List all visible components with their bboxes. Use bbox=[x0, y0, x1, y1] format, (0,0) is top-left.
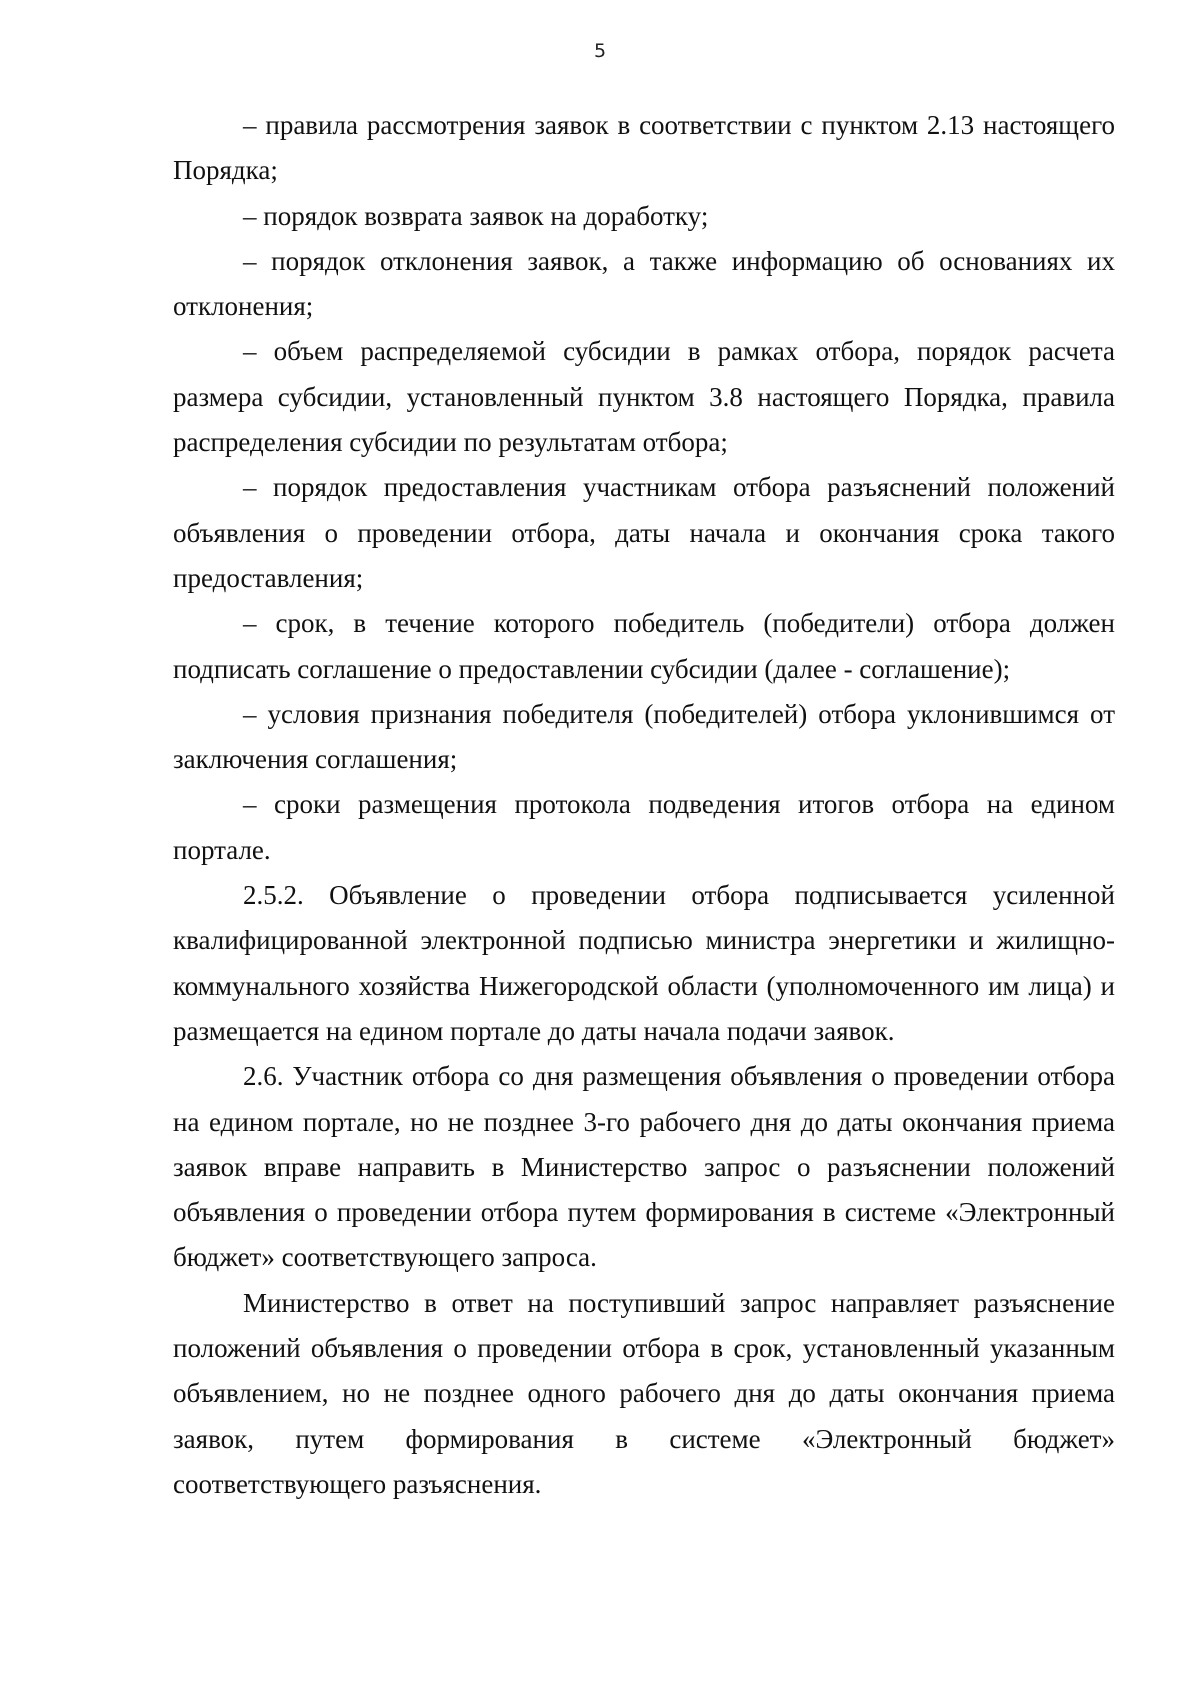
paragraph-agreement-deadline: – срок, в течение которого победитель (победители) отбора должен подписать соглашение о предоставлении субсидии (далее - соглашение); bbox=[173, 608, 1115, 684]
document-body bbox=[173, 103, 1115, 1507]
paragraph-rejection-procedure: – порядок отклонения заявок, а также информацию об основаниях их отклонения; bbox=[173, 245, 1115, 322]
paragraph-return-procedure: – порядок возврата заявок на доработку; bbox=[243, 200, 709, 231]
paragraph-2-6: 2.6. Участник отбора со дня размещения объявления о проведении отбора на едином портале, но не позднее 3-го рабочего дня до даты окончания приема заявок вправе направить в Министерство запрос о разъяснении положений объявления о проведении отбора путем формирования в системе «Электронный бюджет» соответствующего запроса. bbox=[173, 1061, 1115, 1273]
page-number: 5 bbox=[593, 40, 607, 62]
paragraph-subsidy-volume: – объем распределяемой субсидии в рамках отбора, порядок расчета размера субсидии, установленный пунктом 3.8 настоящего Порядка, правила распределения субсидии по результатам отбора; bbox=[173, 336, 1115, 458]
paragraph-2-5-2: 2.5.2. Объявление о проведении отбора подписывается усиленной квалифицированной электронной подписью министра энергетики и жилищно-коммунального хозяйства Нижегородской области (уполномоченного им лица) и размещается на едином портале до даты начала подачи заявок. bbox=[173, 880, 1115, 1046]
paragraph-protocol-deadlines: – сроки размещения протокола подведения итогов отбора на едином портале. bbox=[173, 789, 1115, 865]
paragraph-evasion-conditions: – условия признания победителя (победителей) отбора уклонившимся от заключения соглашения; bbox=[173, 698, 1115, 775]
paragraph-clarification-procedure: – порядок предоставления участникам отбора разъяснений положений объявления о проведении отбора, даты начала и окончания срока такого предоставления; bbox=[173, 472, 1115, 593]
paragraph-ministry-response: Министерство в ответ на поступивший запрос направляет разъяснение положений объявления о проведении отбора в срок, установленный указанным объявлением, но не позднее одного рабочего дня до даты окончания приема заявок, путем формирования в системе «Электронный бюджет» соответствующего разъяснения. bbox=[173, 1287, 1115, 1499]
paragraph-review-rules: – правила рассмотрения заявок в соответствии с пунктом 2.13 настоящего Порядка; bbox=[173, 110, 1115, 186]
